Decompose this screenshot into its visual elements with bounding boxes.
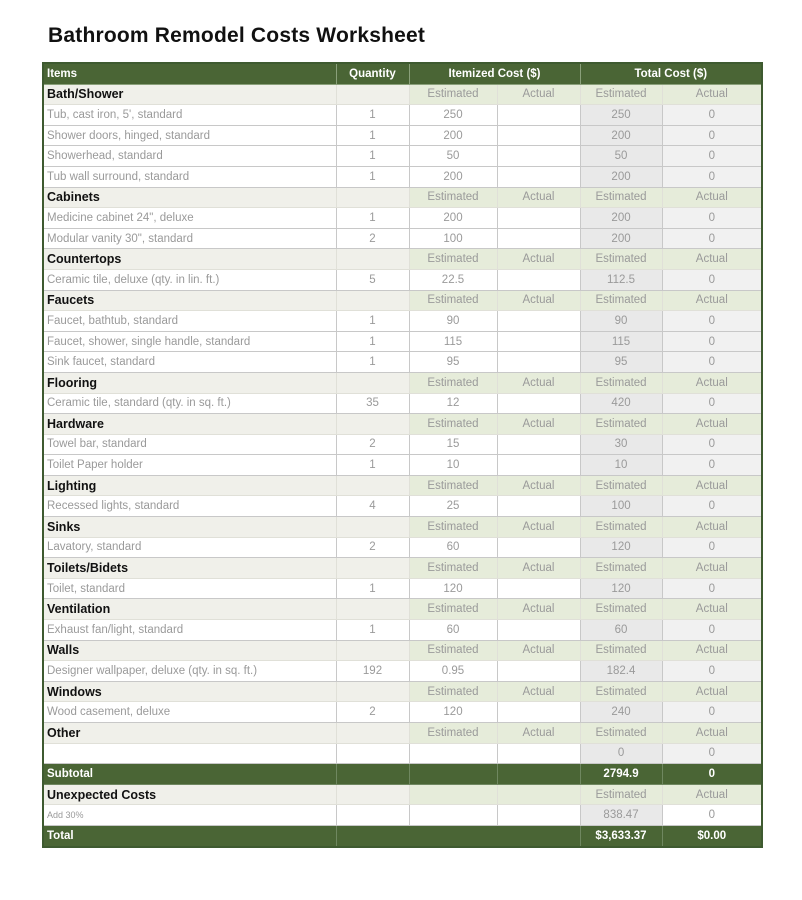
category-spacer: [336, 372, 409, 393]
itemized-actual-cell[interactable]: [497, 496, 580, 517]
spacer: [409, 805, 497, 826]
category-name: Cabinets: [43, 187, 336, 208]
itemized-actual-cell[interactable]: [497, 743, 580, 764]
category-spacer: [336, 414, 409, 435]
unexpected-item-name[interactable]: Add 30%: [43, 805, 336, 826]
category-name: Ventilation: [43, 599, 336, 620]
category-row: [43, 558, 762, 579]
item-row: [43, 496, 762, 517]
estimated-label: Estimated: [409, 249, 497, 270]
total-actual-cell: 0: [662, 269, 762, 290]
itemized-estimated-cell[interactable]: 15: [409, 434, 497, 455]
item-name-cell[interactable]: Ceramic tile, deluxe (qty. in lin. ft.): [43, 269, 336, 290]
quantity-cell[interactable]: 1: [336, 311, 409, 332]
estimated-label: Estimated: [580, 290, 662, 311]
category-row: [43, 187, 762, 208]
item-name-cell[interactable]: Tub, cast iron, 5', standard: [43, 105, 336, 126]
itemized-estimated-cell[interactable]: 10: [409, 455, 497, 476]
total-estimated-cell: 250: [580, 105, 662, 126]
estimated-label: Estimated: [409, 372, 497, 393]
quantity-cell[interactable]: 1: [336, 146, 409, 167]
unexpected-item-row: [43, 805, 762, 826]
unexpected-estimated: 838.47: [580, 805, 662, 826]
category-name: Hardware: [43, 414, 336, 435]
actual-label: Actual: [662, 290, 762, 311]
total-actual-cell: 0: [662, 228, 762, 249]
item-name-cell[interactable]: Designer wallpaper, deluxe (qty. in sq. ft.): [43, 661, 336, 682]
quantity-cell[interactable]: 5: [336, 269, 409, 290]
quantity-cell[interactable]: 1: [336, 620, 409, 641]
category-name: Bath/Shower: [43, 84, 336, 105]
category-row: [43, 599, 762, 620]
total-estimated-cell: 240: [580, 702, 662, 723]
itemized-actual-cell[interactable]: [497, 166, 580, 187]
category-row: [43, 640, 762, 661]
total-estimated-cell: 50: [580, 146, 662, 167]
itemized-estimated-cell[interactable]: 25: [409, 496, 497, 517]
item-name-cell[interactable]: Toilet, standard: [43, 578, 336, 599]
item-row: [43, 434, 762, 455]
total-estimated-cell: 0: [580, 743, 662, 764]
estimated-label: Estimated: [580, 517, 662, 538]
category-name: Windows: [43, 681, 336, 702]
category-name: Toilets/Bidets: [43, 558, 336, 579]
item-row: [43, 105, 762, 126]
actual-label: Actual: [662, 681, 762, 702]
itemized-estimated-cell[interactable]: 100: [409, 228, 497, 249]
category-row: [43, 517, 762, 538]
item-row: [43, 743, 762, 764]
total-actual-cell: 0: [662, 620, 762, 641]
total-row: [43, 825, 762, 846]
category-spacer: [336, 681, 409, 702]
estimated-label: Estimated: [580, 372, 662, 393]
quantity-cell[interactable]: 2: [336, 434, 409, 455]
itemized-estimated-cell[interactable]: 90: [409, 311, 497, 332]
spacer: [497, 805, 580, 826]
itemized-actual-cell[interactable]: [497, 393, 580, 414]
total-actual-cell: 0: [662, 455, 762, 476]
actual-label: Actual: [497, 249, 580, 270]
itemized-actual-cell[interactable]: [497, 331, 580, 352]
estimated-label: Estimated: [409, 84, 497, 105]
estimated-label: Estimated: [580, 558, 662, 579]
category-row: [43, 681, 762, 702]
estimated-label: Estimated: [580, 187, 662, 208]
item-row: [43, 393, 762, 414]
total-actual-cell: 0: [662, 105, 762, 126]
cost-worksheet-table: [42, 62, 763, 848]
item-row: [43, 352, 762, 373]
total-estimated-cell: 420: [580, 393, 662, 414]
total-estimated-cell: 30: [580, 434, 662, 455]
quantity-cell[interactable]: 1: [336, 578, 409, 599]
category-row: [43, 290, 762, 311]
item-row: [43, 146, 762, 167]
category-name: Countertops: [43, 249, 336, 270]
actual-label: Actual: [497, 599, 580, 620]
itemized-estimated-cell[interactable]: 200: [409, 166, 497, 187]
actual-label: Actual: [662, 558, 762, 579]
estimated-label: Estimated: [409, 599, 497, 620]
quantity-cell[interactable]: 1: [336, 331, 409, 352]
item-name-cell[interactable]: Shower doors, hinged, standard: [43, 125, 336, 146]
subtotal-actual: 0: [662, 764, 762, 785]
category-name: Unexpected Costs: [43, 784, 336, 805]
item-row: [43, 311, 762, 332]
estimated-label: Estimated: [409, 187, 497, 208]
quantity-cell[interactable]: 192: [336, 661, 409, 682]
quantity-cell[interactable]: 1: [336, 105, 409, 126]
item-name-cell[interactable]: Exhaust fan/light, standard: [43, 620, 336, 641]
category-spacer: [336, 723, 409, 744]
category-row: [43, 372, 762, 393]
item-name-cell[interactable]: Medicine cabinet 24", deluxe: [43, 208, 336, 229]
category-name: Lighting: [43, 475, 336, 496]
total-estimated-cell: 120: [580, 578, 662, 599]
itemized-estimated-cell[interactable]: 50: [409, 146, 497, 167]
item-name-cell[interactable]: Toilet Paper holder: [43, 455, 336, 476]
category-row: [43, 84, 762, 105]
quantity-cell[interactable]: 2: [336, 537, 409, 558]
itemized-estimated-cell[interactable]: 22.5: [409, 269, 497, 290]
item-name-cell[interactable]: [43, 743, 336, 764]
actual-label: Actual: [497, 723, 580, 744]
subtotal-row: [43, 764, 762, 785]
subtotal-estimated: 2794.9: [580, 764, 662, 785]
quantity-cell[interactable]: 2: [336, 702, 409, 723]
itemized-estimated-cell[interactable]: 60: [409, 537, 497, 558]
itemized-actual-cell[interactable]: [497, 105, 580, 126]
itemized-estimated-cell[interactable]: 12: [409, 393, 497, 414]
category-name: Sinks: [43, 517, 336, 538]
total-actual-cell: 0: [662, 208, 762, 229]
actual-label: Actual: [662, 723, 762, 744]
estimated-label: Estimated: [409, 640, 497, 661]
itemized-actual-cell[interactable]: [497, 434, 580, 455]
quantity-cell[interactable]: 1: [336, 166, 409, 187]
item-name-cell[interactable]: Tub wall surround, standard: [43, 166, 336, 187]
total-actual-cell: 0: [662, 537, 762, 558]
total-estimated-cell: 100: [580, 496, 662, 517]
estimated-label: Estimated: [409, 723, 497, 744]
actual-label: Actual: [662, 599, 762, 620]
estimated-label: Estimated: [409, 414, 497, 435]
actual-label: Actual: [497, 640, 580, 661]
category-name: Flooring: [43, 372, 336, 393]
item-row: [43, 661, 762, 682]
itemized-actual-cell[interactable]: [497, 352, 580, 373]
category-row: [43, 784, 762, 805]
quantity-cell[interactable]: 1: [336, 352, 409, 373]
total-estimated-cell: 95: [580, 352, 662, 373]
item-row: [43, 228, 762, 249]
total-actual-cell: 0: [662, 578, 762, 599]
item-name-cell[interactable]: Wood casement, deluxe: [43, 702, 336, 723]
item-name-cell[interactable]: Towel bar, standard: [43, 434, 336, 455]
itemized-actual-cell[interactable]: [497, 311, 580, 332]
total-estimated-cell: 115: [580, 331, 662, 352]
total-actual-cell: 0: [662, 331, 762, 352]
category-spacer: [336, 640, 409, 661]
spacer: [497, 764, 580, 785]
quantity-cell[interactable]: 2: [336, 228, 409, 249]
actual-label: Actual: [497, 517, 580, 538]
estimated-label: Estimated: [580, 414, 662, 435]
spacer: [336, 825, 580, 846]
total-estimated-cell: 112.5: [580, 269, 662, 290]
spacer: [336, 764, 409, 785]
quantity-header[interactable]: Quantity: [336, 63, 409, 84]
total-cost-header[interactable]: Total Cost ($): [580, 63, 762, 84]
estimated-label: Estimated: [580, 599, 662, 620]
total-estimated-cell: 60: [580, 620, 662, 641]
estimated-label: Estimated: [580, 681, 662, 702]
quantity-cell[interactable]: 1: [336, 455, 409, 476]
quantity-cell[interactable]: 1: [336, 208, 409, 229]
estimated-label: Estimated: [409, 517, 497, 538]
category-spacer: [336, 187, 409, 208]
itemized-estimated-cell[interactable]: 115: [409, 331, 497, 352]
itemized-estimated-cell[interactable]: 120: [409, 578, 497, 599]
category-spacer: [336, 290, 409, 311]
item-name-cell[interactable]: Ceramic tile, standard (qty. in sq. ft.): [43, 393, 336, 414]
itemized-actual-cell[interactable]: [497, 537, 580, 558]
total-estimated-cell: 10: [580, 455, 662, 476]
item-name-cell[interactable]: Lavatory, standard: [43, 537, 336, 558]
estimated-label: Estimated: [580, 249, 662, 270]
item-row: [43, 455, 762, 476]
itemized-estimated-cell[interactable]: 200: [409, 208, 497, 229]
quantity-cell[interactable]: 4: [336, 496, 409, 517]
item-name-cell[interactable]: Modular vanity 30", standard: [43, 228, 336, 249]
total-actual-cell: 0: [662, 496, 762, 517]
actual-label: Actual: [497, 558, 580, 579]
category-spacer: [336, 249, 409, 270]
total-label: Total: [43, 825, 336, 846]
actual-label: Actual: [662, 475, 762, 496]
item-row: [43, 578, 762, 599]
item-name-cell[interactable]: Showerhead, standard: [43, 146, 336, 167]
category-spacer: [336, 84, 409, 105]
item-name-cell[interactable]: Recessed lights, standard: [43, 496, 336, 517]
actual-label: Actual: [662, 414, 762, 435]
total-estimated-cell: 90: [580, 311, 662, 332]
itemized-actual-cell[interactable]: [497, 661, 580, 682]
total-estimated-cell: 182.4: [580, 661, 662, 682]
estimated-label: Estimated: [409, 475, 497, 496]
item-row: [43, 269, 762, 290]
itemized-estimated-cell[interactable]: 95: [409, 352, 497, 373]
estimated-label: [409, 784, 497, 805]
actual-label: Actual: [497, 187, 580, 208]
total-estimated-cell: 120: [580, 537, 662, 558]
itemized-estimated-cell[interactable]: 0.95: [409, 661, 497, 682]
itemized-actual-cell[interactable]: [497, 578, 580, 599]
actual-label: Actual: [662, 372, 762, 393]
itemized-estimated-cell[interactable]: 60: [409, 620, 497, 641]
item-row: [43, 331, 762, 352]
actual-label: Actual: [497, 414, 580, 435]
itemized-actual-cell[interactable]: [497, 620, 580, 641]
item-row: [43, 537, 762, 558]
itemized-actual-cell[interactable]: [497, 146, 580, 167]
category-row: [43, 249, 762, 270]
estimated-label: Estimated: [580, 84, 662, 105]
actual-label: Actual: [497, 475, 580, 496]
itemized-estimated-cell[interactable]: 250: [409, 105, 497, 126]
actual-label: [497, 784, 580, 805]
category-spacer: [336, 517, 409, 538]
total-estimated-cell: 200: [580, 228, 662, 249]
category-name: Other: [43, 723, 336, 744]
actual-label: Actual: [662, 640, 762, 661]
spacer: [409, 764, 497, 785]
item-name-cell[interactable]: Faucet, shower, single handle, standard: [43, 331, 336, 352]
itemized-estimated-cell[interactable]: 200: [409, 125, 497, 146]
total-actual-cell: 0: [662, 434, 762, 455]
estimated-label: Estimated: [580, 475, 662, 496]
estimated-label: Estimated: [409, 681, 497, 702]
category-spacer: [336, 475, 409, 496]
subtotal-label: Subtotal: [43, 764, 336, 785]
item-row: [43, 208, 762, 229]
actual-label: Actual: [662, 249, 762, 270]
itemized-actual-cell[interactable]: [497, 269, 580, 290]
item-row: [43, 702, 762, 723]
estimated-label: Estimated: [580, 640, 662, 661]
item-row: [43, 166, 762, 187]
page-title: Bathroom Remodel Costs Worksheet: [48, 24, 426, 47]
actual-label: Actual: [497, 681, 580, 702]
quantity-cell[interactable]: [336, 743, 409, 764]
total-actual-cell: 0: [662, 146, 762, 167]
actual-label: Actual: [497, 84, 580, 105]
actual-label: Actual: [497, 372, 580, 393]
item-row: [43, 620, 762, 641]
total-actual-cell: 0: [662, 702, 762, 723]
total-actual-cell: 0: [662, 661, 762, 682]
total-actual-cell: 0: [662, 352, 762, 373]
total-actual-cell: 0: [662, 125, 762, 146]
item-row: [43, 125, 762, 146]
unexpected-actual: 0: [662, 805, 762, 826]
actual-label: Actual: [497, 290, 580, 311]
category-spacer: [336, 599, 409, 620]
quantity-cell[interactable]: 35: [336, 393, 409, 414]
category-row: [43, 723, 762, 744]
estimated-label: Estimated: [409, 290, 497, 311]
itemized-estimated-cell[interactable]: [409, 743, 497, 764]
total-actual-cell: 0: [662, 743, 762, 764]
category-row: [43, 414, 762, 435]
estimated-label: Estimated: [580, 723, 662, 744]
category-name: Walls: [43, 640, 336, 661]
header-row: [43, 63, 762, 84]
estimated-label: Estimated: [409, 558, 497, 579]
total-actual-cell: 0: [662, 393, 762, 414]
itemized-actual-cell[interactable]: [497, 455, 580, 476]
estimated-label: Estimated: [580, 784, 662, 805]
itemized-actual-cell[interactable]: [497, 208, 580, 229]
itemized-actual-cell[interactable]: [497, 125, 580, 146]
total-actual: $0.00: [662, 825, 762, 846]
actual-label: Actual: [662, 84, 762, 105]
total-actual-cell: 0: [662, 311, 762, 332]
item-name-cell[interactable]: Faucet, bathtub, standard: [43, 311, 336, 332]
actual-label: Actual: [662, 784, 762, 805]
spacer: [336, 805, 409, 826]
itemized-cost-header[interactable]: Itemized Cost ($): [409, 63, 580, 84]
actual-label: Actual: [662, 187, 762, 208]
total-estimated-cell: 200: [580, 125, 662, 146]
total-estimated-cell: 200: [580, 166, 662, 187]
category-spacer: [336, 558, 409, 579]
total-actual-cell: 0: [662, 166, 762, 187]
itemized-estimated-cell[interactable]: 120: [409, 702, 497, 723]
total-estimated: $3,633.37: [580, 825, 662, 846]
category-spacer: [336, 784, 409, 805]
items-header[interactable]: Items: [43, 63, 336, 84]
itemized-actual-cell[interactable]: [497, 702, 580, 723]
actual-label: Actual: [662, 517, 762, 538]
itemized-actual-cell[interactable]: [497, 228, 580, 249]
category-row: [43, 475, 762, 496]
quantity-cell[interactable]: 1: [336, 125, 409, 146]
item-name-cell[interactable]: Sink faucet, standard: [43, 352, 336, 373]
total-estimated-cell: 200: [580, 208, 662, 229]
category-name: Faucets: [43, 290, 336, 311]
